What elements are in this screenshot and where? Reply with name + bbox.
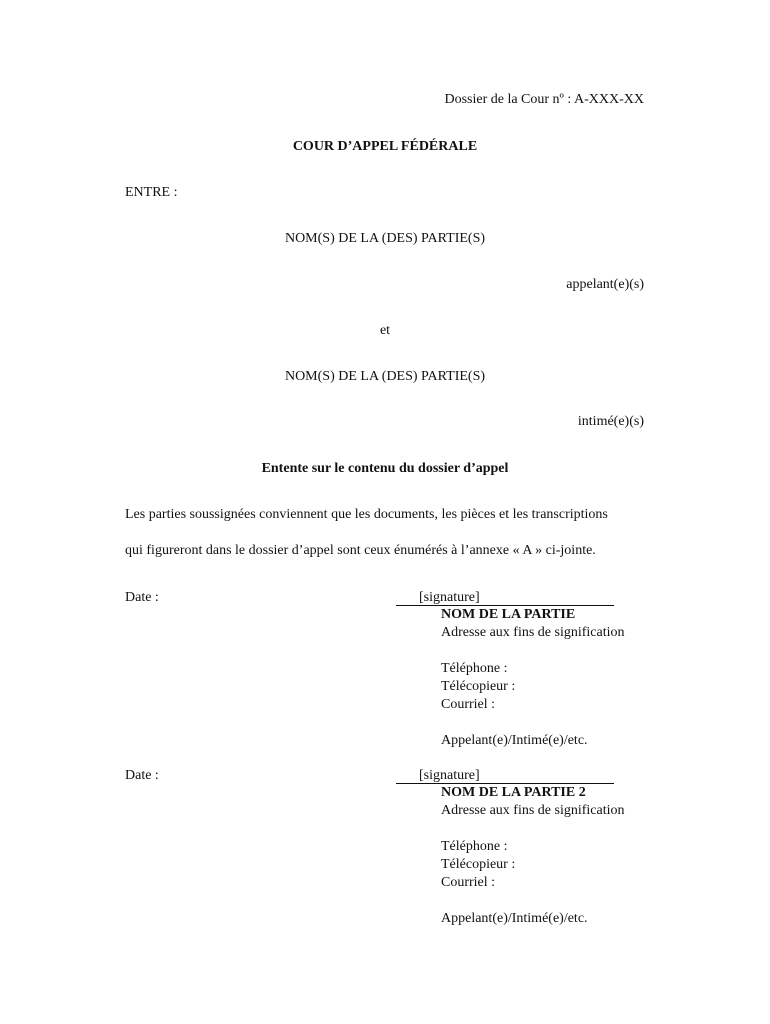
and-label: et (379, 323, 391, 338)
appellant-role-label: appelant(e)(s) (566, 277, 644, 292)
agreement-paragraph-line: Les parties soussignées conviennent que les documents, les pièces et les transcriptions (125, 507, 608, 522)
party-name: NOM DE LA PARTIE 2 (441, 785, 586, 800)
email-label: Courriel : (441, 875, 496, 890)
court-file-number: Dossier de la Cour nº : A-XXX-XX (444, 92, 644, 107)
phone-label: Téléphone : (441, 661, 508, 676)
fax-label: Télécopieur : (441, 857, 516, 872)
appellant-party-name: NOM(S) DE LA (DES) PARTIE(S) (284, 231, 486, 246)
agreement-paragraph-line: qui figureront dans le dossier d’appel sont ceux énumérés à l’annexe « A » ci-jointe. (125, 543, 596, 558)
party-role-label: Appelant(e)/Intimé(e)/etc. (441, 733, 588, 748)
date-label: Date : (125, 590, 159, 605)
date-label: Date : (125, 768, 159, 783)
phone-label: Téléphone : (441, 839, 508, 854)
party-role-label: Appelant(e)/Intimé(e)/etc. (441, 911, 588, 926)
document-title: Entente sur le contenu du dossier d’appel (261, 461, 509, 476)
fax-label: Télécopieur : (441, 679, 516, 694)
court-name: COUR D’APPEL FÉDÉRALE (292, 139, 478, 154)
party-name: NOM DE LA PARTIE (441, 607, 576, 622)
signature-placeholder: [signature] (419, 590, 480, 605)
respondent-role-label: intimé(e)(s) (577, 414, 644, 429)
service-address-label: Adresse aux fins de signification (441, 803, 625, 818)
service-address-label: Adresse aux fins de signification (441, 625, 625, 640)
email-label: Courriel : (441, 697, 496, 712)
respondent-party-name: NOM(S) DE LA (DES) PARTIE(S) (284, 369, 486, 384)
signature-placeholder: [signature] (419, 768, 480, 783)
between-label: ENTRE : (125, 185, 178, 200)
